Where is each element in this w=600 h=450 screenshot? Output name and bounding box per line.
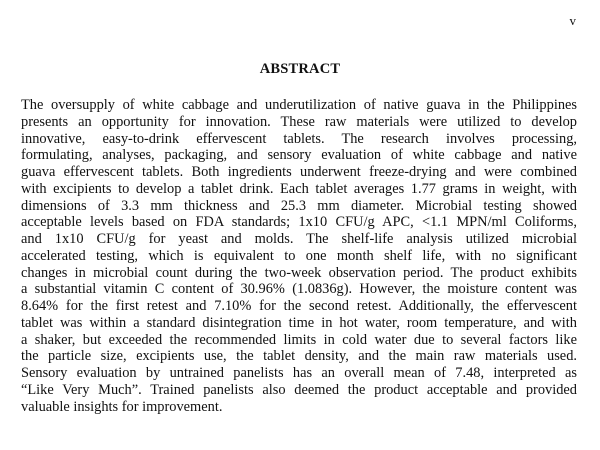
abstract-body xyxy=(21,97,577,415)
abstract-line: dimensions of 3.3 mm thickness and 25.3 mm diameter. Microbial testing showed xyxy=(21,197,577,214)
abstract-line: a shaker, but exceeded the recommended limits in cold water due to several factors like xyxy=(21,331,577,348)
abstract-line: valuable insights for improvement. xyxy=(21,398,223,415)
abstract-line: accelerated testing, which is equivalent to one month shelf life, with no significant xyxy=(21,247,577,264)
abstract-line: tablet was within a standard disintegration time in hot water, room temperature, and with xyxy=(21,314,577,331)
abstract-line: a substantial vitamin C content of 30.96% (1.0836g). However, the moisture content was xyxy=(21,281,577,298)
abstract-line: with excipients to develop a tablet drink. Each tablet averages 1.77 grams in weight, with xyxy=(21,180,577,197)
abstract-line: Sensory evaluation by untrained panelists has an overall mean of 7.48, interpreted as xyxy=(21,365,577,381)
page-number: v xyxy=(569,13,576,28)
abstract-line: presents an opportunity for innovation. These raw materials were utilized to develop xyxy=(21,113,577,130)
abstract-line: and 1x10 CFU/g for yeast and molds. The shelf-life analysis utilized microbial xyxy=(21,231,577,247)
abstract-line: “Like Very Much”. Trained panelists also deemed the product acceptable and provided xyxy=(21,381,577,398)
abstract-line: guava effervescent tablets. Both ingredients underwent freeze-drying and were combined xyxy=(21,164,577,180)
abstract-line: formulating, analyses, packaging, and sensory evaluation of white cabbage and native xyxy=(21,147,577,164)
abstract-line: acceptable levels based on FDA standards; 1x10 CFU/g APC, <1.1 MPN/ml Coliforms, xyxy=(21,214,577,231)
abstract-line: innovative, easy-to-drink effervescent tablets. The research involves processing, xyxy=(21,130,577,147)
abstract-line: changes in microbial count during the two-week observation period. The product exhibits xyxy=(21,264,577,281)
abstract-line: The oversupply of white cabbage and underutilization of native guava in the Philippines xyxy=(21,97,577,113)
abstract-heading: ABSTRACT xyxy=(259,61,341,77)
abstract-line: the particle size, excipients use, the tablet density, and the main raw materials used. xyxy=(21,348,577,365)
abstract-line: 8.64% for the first retest and 7.10% for the second retest. Additionally, the effervescent xyxy=(21,298,577,314)
